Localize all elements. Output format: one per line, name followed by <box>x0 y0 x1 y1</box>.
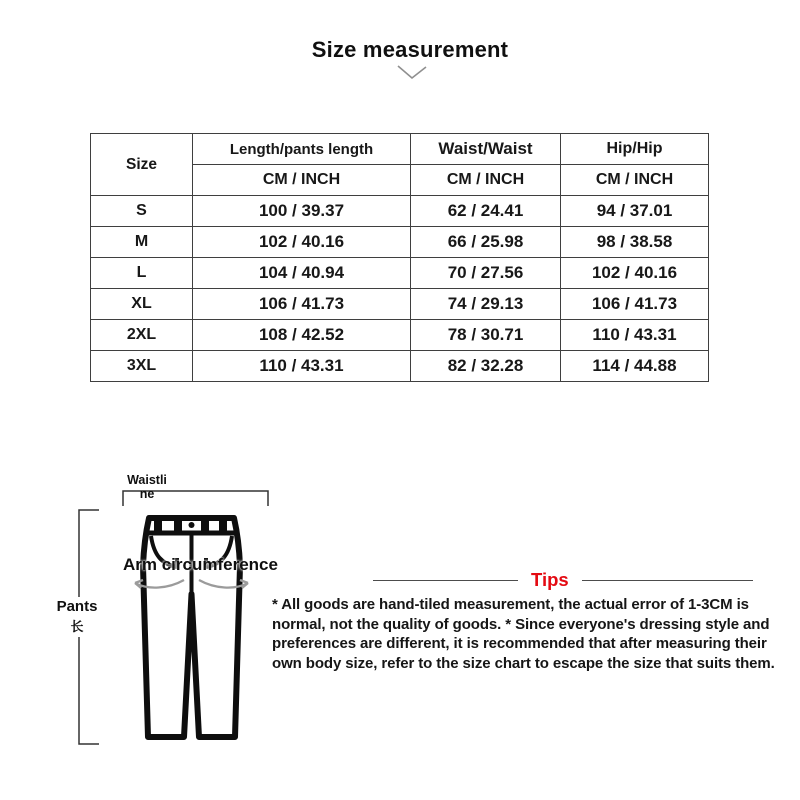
size-cell: L <box>91 258 193 289</box>
pants-length-label-en: Pants <box>56 598 98 615</box>
belt-loop <box>154 516 162 534</box>
length-unit-label: CM / INCH <box>193 165 411 196</box>
tips-divider-right <box>582 580 753 581</box>
size-cell: M <box>91 227 193 258</box>
table-row <box>91 227 709 258</box>
waist-cell: 82 / 32.28 <box>411 351 561 382</box>
table-row <box>91 196 709 227</box>
waist-cell: 74 / 29.13 <box>411 289 561 320</box>
hip-cell: 94 / 37.01 <box>561 196 709 227</box>
size-cell: XL <box>91 289 193 320</box>
size-cell: 2XL <box>91 320 193 351</box>
waist-cell: 62 / 24.41 <box>411 196 561 227</box>
length-cell: 110 / 43.31 <box>193 351 411 382</box>
waistline-label: Waistline <box>127 473 167 501</box>
belt-loop <box>174 516 182 534</box>
page-title: Size measurement <box>311 37 509 62</box>
chevron-down-icon <box>396 64 428 82</box>
size-cell: S <box>91 196 193 227</box>
waist-cell: 66 / 25.98 <box>411 227 561 258</box>
waist-cell: 78 / 30.71 <box>411 320 561 351</box>
hip-cell: 102 / 40.16 <box>561 258 709 289</box>
size-cell: 3XL <box>91 351 193 382</box>
hip-cell: 106 / 41.73 <box>561 289 709 320</box>
length-cell: 102 / 40.16 <box>193 227 411 258</box>
length-cell: 106 / 41.73 <box>193 289 411 320</box>
table-row <box>91 320 709 351</box>
button-dot <box>189 522 195 528</box>
hip-circumference-label: Arm circumference <box>123 555 278 574</box>
belt-loop <box>201 516 209 534</box>
hip-cell: 114 / 44.88 <box>561 351 709 382</box>
hip-column-header: Hip/Hip <box>561 134 709 165</box>
tips-body-text: * All goods are hand-tiled measurement, the actual error of 1-3CM is normal, not the quality of goods. * Since everyone's dressing style and preferences are different, it is recommended that after measuring their own body size, refer to the size chart to escape the size that suits them. <box>272 596 775 672</box>
length-cell: 104 / 40.94 <box>193 258 411 289</box>
size-table <box>90 133 709 382</box>
waist-unit-label: CM / INCH <box>411 165 561 196</box>
waist-cell: 70 / 27.56 <box>411 258 561 289</box>
belt-loop <box>219 516 227 534</box>
hip-cell: 110 / 43.31 <box>561 320 709 351</box>
tips-divider-left <box>373 580 518 581</box>
pants-length-label <box>45 597 109 637</box>
length-cell: 100 / 39.37 <box>193 196 411 227</box>
tips-heading-row <box>373 569 753 591</box>
size-column-header: Size <box>91 134 193 196</box>
hip-cell: 98 / 38.58 <box>561 227 709 258</box>
tips-heading: Tips <box>531 569 569 590</box>
hip-unit-label: CM / INCH <box>561 165 709 196</box>
waist-column-header: Waist/Waist <box>411 134 561 165</box>
length-cell: 108 / 42.52 <box>193 320 411 351</box>
table-row <box>91 351 709 382</box>
table-header-row <box>91 134 709 165</box>
pants-length-label-cn: 长 <box>70 619 84 634</box>
table-row <box>91 289 709 320</box>
length-column-header: Length/pants length <box>193 134 411 165</box>
table-row <box>91 258 709 289</box>
